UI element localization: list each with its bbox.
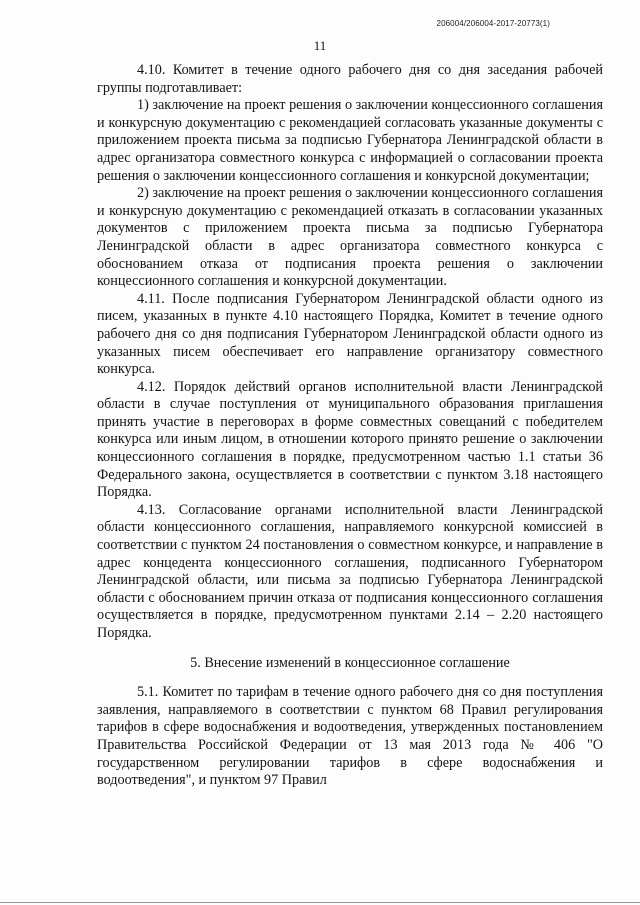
paragraph-4-13: 4.13. Согласование органами исполнительной власти Ленинградской области концессионного соглашения, направляемого конкурсной комиссией в соответствии с пунктом 24 постановления о совместном конкурсе, и направление в адрес концедента концессионного соглашения, подписанного Губернатором Ленинградской области, или письма за подписью Губернатора Ленинградской области с обоснованием причин отказа от подписания концессионного соглашения осуществляется в порядке, предусмотренном пунктами 2.14 – 2.20 настоящего Порядка. bbox=[97, 501, 603, 641]
document-body bbox=[97, 62, 603, 790]
page-bottom-edge bbox=[0, 902, 640, 903]
paragraph-4-10-item-1: 1) заключение на проект решения о заключении концессионного соглашения и конкурсную документацию с рекомендацией согласовать указанные документы с приложением проекта письма за подписью Губернатора Ленинградской области в адрес организатора совместного конкурса с информацией о согласовании проекта решения о заключении концессионного соглашения и конкурсной документации; bbox=[97, 97, 603, 184]
paragraph-4-12: 4.12. Порядок действий органов исполнительной власти Ленинградской области в случае поступления от муниципального образования приглашения принять участие в переговорах в форме совместных совещаний с победителем конкурса или иным лицом, в отношении которого принято решение о заключении концессионного соглашения в порядке, предусмотренном частью 1.1 статьи 36 Федерального закона, осуществляется в соответствии с пунктом 3.18 настоящего Порядка. bbox=[97, 378, 603, 501]
page-number: 11 bbox=[313, 38, 327, 53]
paragraph-5-1: 5.1. Комитет по тарифам в течение одного рабочего дня со дня поступления заявления, направляемого в соответствии с пунктом 68 Правил регулирования тарифов в сфере водоснабжения и водоотведения, утвержденных постановлением Правительства Российской Федерации от 13 мая 2013 года № 406 "О государственном регулировании тарифов в сфере водоснабжения и водоотведения", и пунктом 97 Правил bbox=[97, 684, 603, 789]
section-heading: 5. Внесение изменений в концессионное соглашение bbox=[190, 654, 510, 671]
document-id: 206004/206004-2017-20773(1) bbox=[436, 19, 550, 28]
paragraph-4-11: 4.11. После подписания Губернатором Ленинградской области одного из писем, указанных в пункте 4.10 настоящего Порядка, Комитет в течение одного рабочего дня со дня подписания Губернатором Ленинградской области одного из указанных писем обеспечивает его направление организатору совместного конкурса. bbox=[97, 290, 603, 378]
paragraph-4-10-item-2: 2) заключение на проект решения о заключении концессионного соглашения и конкурсную документацию с рекомендацией отказать в согласовании указанных документов с приложением проекта письма за подписью Губернатора Ленинградской области в адрес организатора совместного конкурса с обоснованием отказа от подписания проекта решения о заключении концессионного соглашения и конкурсной документации. bbox=[97, 185, 603, 290]
paragraph-4-10: 4.10. Комитет в течение одного рабочего дня со дня заседания рабочей группы подготавливает: bbox=[97, 62, 603, 96]
